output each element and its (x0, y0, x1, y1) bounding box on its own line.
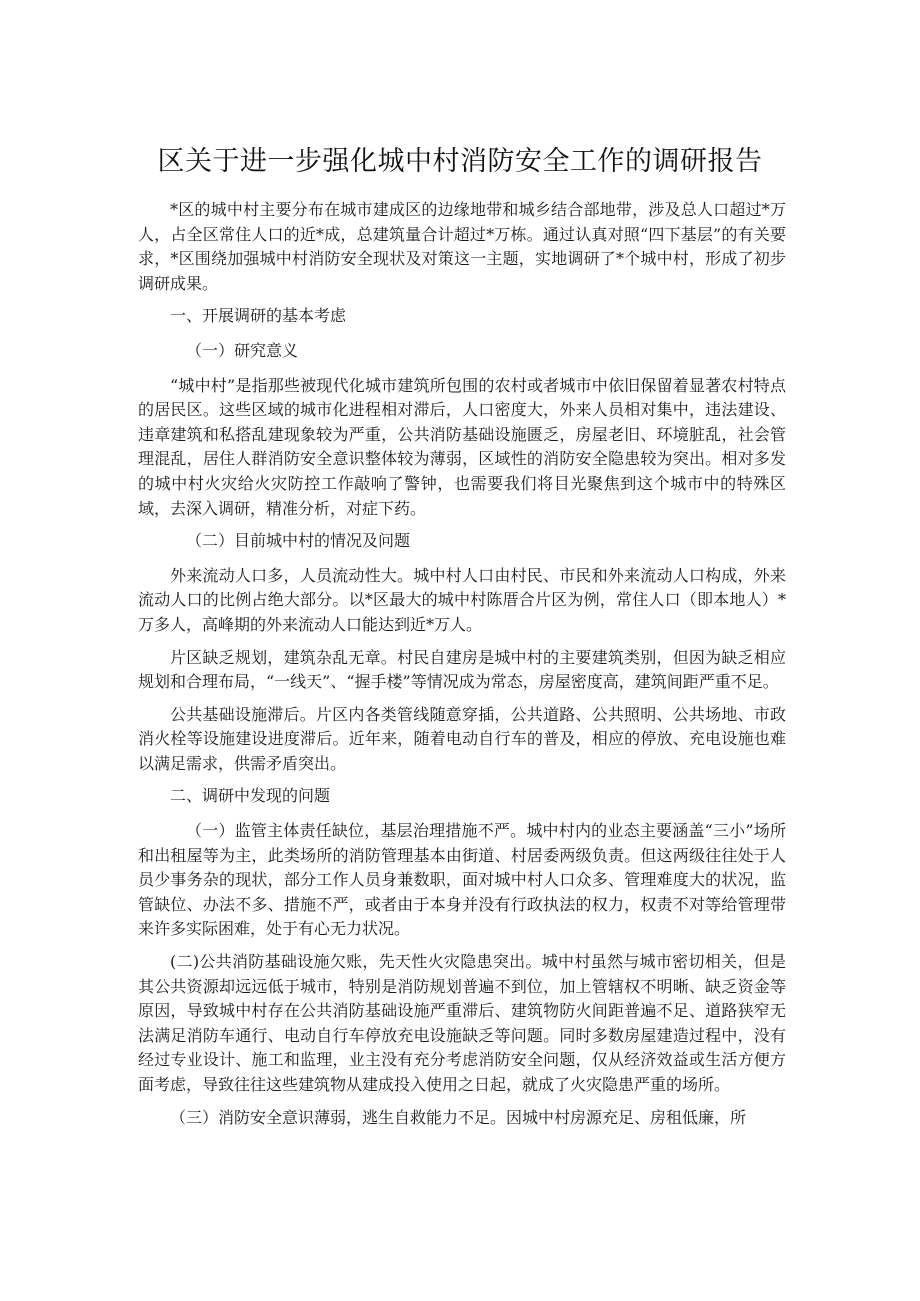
section-heading-1: 一、开展调研的基本考虑 (170, 306, 347, 326)
paragraph-floating-population: 外来流动人口多，人员流动性大。城中村人口由村民、市民和外来流动人口构成，外来流动人口的比例占绝大部分。以*区最大的城中村陈厝合片区为例，常住人口（即本地人）*万多人，高峰期的外来流动人口能达到近*万人。 (138, 565, 786, 634)
document-body (138, 198, 786, 1138)
paragraph-significance: “城中村”是指那些被现代化城市建筑所包围的农村或者城市中依旧保留着显著农村特点的居民区。这些区域的城市化进程相对滞后，人口密度大，外来人员相对集中，违法建设、违章建筑和私搭乱建现象较为严重，公共消防基础设施匮乏，房屋老旧、环境脏乱，社会管理混乱，居住人群消防安全意识整体较为薄弱，区域性的消防安全隐患较为突出。相对多发的城中村火灾给火灾防控工作敲响了警钟，也需要我们将目光聚焦到这个城市中的特殊区域，去深入调研，精准分析，对症下药。 (138, 375, 786, 518)
subsection-heading-current-situation: （二）目前城中村的情况及问题 (186, 531, 411, 551)
paragraph-infrastructure: 公共基础设施滞后。片区内各类管线随意穿插，公共道路、公共照明、公共场地、市政消火栓等设施建设进度滞后。近年来，随着电动自行车的普及，相应的停放、充电设施也难以满足需求，供需矛盾突出。 (138, 704, 786, 773)
subsection-heading-significance: （一）研究意义 (186, 340, 299, 360)
document-title: 区关于进一步强化城中村消防安全工作的调研报告 (157, 146, 763, 177)
paragraph-problem-2: (二)公共消防基础设施欠账，先天性火灾隐患突出。城中村虽然与城市密切相关，但是其公共资源却远远低于城市，特别是消防规划普遍不到位，加上管辖权不明晰、缺乏资金等原因，导致城中村存在公共消防基础设施严重滞后、建筑物防火间距普遍不足、道路狭窄无法满足消防车通行、电动自行车停放充电设施缺乏等问题。同时多数房屋建造过程中，没有经过专业设计、施工和监理，业主没有充分考虑消防安全问题，仅从经济效益或生活方便方面考虑，导致往往这些建筑物从建成投入使用之日起，就成了火灾隐患严重的场所。 (138, 952, 786, 1094)
section-heading-2: 二、调研中发现的问题 (170, 786, 331, 806)
paragraph-lack-of-planning: 片区缺乏规划，建筑杂乱无章。村民自建房是城中村的主要建筑类别，但因为缺乏相应规划和合理布局，“一线天”、“握手楼”等情况成为常态，房屋密度高，建筑间距严重不足。 (138, 647, 786, 692)
paragraph-intro: *区的城中村主要分布在城市建成区的边缘地带和城乡结合部地带，涉及总人口超过*万人，占全区常住人口的近*成，总建筑量合计超过*万栋。通过认真对照“四下基层”的有关要求，*区围绕加强城中村消防安全现状及对策这一主题，实地调研了*个城中村，形成了初步调研成果。 (138, 200, 786, 293)
paragraph-problem-1: （一）监管主体责任缺位，基层治理措施不严。城中村内的业态主要涵盖“三小”场所和出租屋等为主，此类场所的消防管理基本由街道、村居委两级负责。但这两级往往处于人员少事务杂的现状，部分工作人员身兼数职，面对城中村人口众多、管理难度大的状况，监管缺位、办法不多、措施不严，或者由于本身并没有行政执法的权力，权责不对等给管理带来许多实际困难，处于有心无力状况。 (138, 821, 786, 939)
paragraph-problem-3: （三）消防安全意识薄弱，逃生自救能力不足。因城中村房源充足、房租低廉，所 (170, 1107, 747, 1127)
